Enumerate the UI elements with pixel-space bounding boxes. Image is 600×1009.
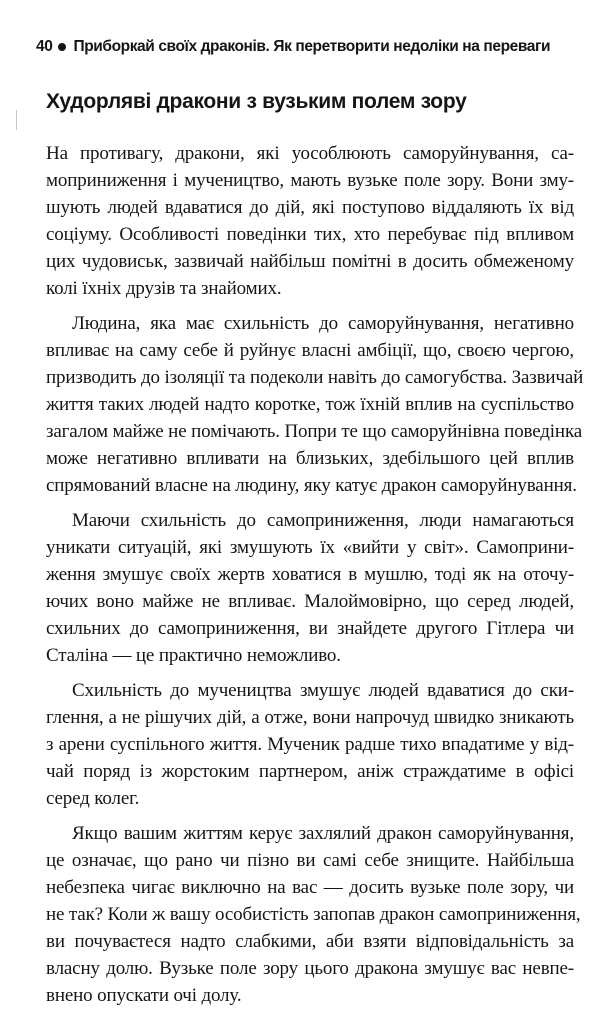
paragraph-line: серед колег. xyxy=(46,788,140,809)
paragraph-line: впливає на саму себе й руйнує власні амбіції, що, своєю чергою, xyxy=(46,340,574,361)
paragraph-line: шують людей вдаватися до дій, які поступово віддаляють їх від xyxy=(46,197,574,218)
body-text xyxy=(46,140,584,1009)
paragraph-line: загалом майже не помічають. Попри те що саморуйнівна поведінка xyxy=(46,421,583,442)
paragraph-line: моприниження і мучеництво, мають вузьке поле зору. Вони зму- xyxy=(46,170,574,191)
paragraph-line: Якщо вашим життям керує захлялий дракон саморуйнування, xyxy=(72,823,574,844)
paragraph-line: схильних до самоприниження, ви знайдете другого Гітлера чи xyxy=(46,618,574,639)
paragraph-line: Людина, яка має схильність до саморуйнування, негативно xyxy=(72,313,574,334)
section-title: Худорляві дракони з вузьким полем зору xyxy=(46,90,467,113)
paragraph-line: власну долю. Вузьке поле зору цього дракона змушує вас невпе- xyxy=(46,958,574,979)
paragraph xyxy=(46,820,581,1009)
paragraph-line: не так? Коли ж вашу особистість запопав дракон самоприниження, xyxy=(46,904,581,925)
paragraph-line: спрямований власне на людину, яку катує дракон саморуйнування. xyxy=(46,475,577,496)
paragraph-line: На противагу, дракони, які уособлюють саморуйнування, са- xyxy=(46,143,574,164)
paragraph-line: небезпека чигає виключно на вас — досить вузьке поле зору, чи xyxy=(46,877,574,898)
paragraph-line: колі їхніх друзів та знайомих. xyxy=(46,278,282,299)
paragraph-line: це означає, що рано чи пізно ви самі себе знищите. Найбільша xyxy=(46,850,574,871)
paragraph-line: ючих воно майже не впливає. Малоймовірно, що серед людей, xyxy=(46,591,574,612)
paragraph-line: цих чудовиськ, зазвичай найбільш помітні в досить обмеженому xyxy=(46,251,574,272)
running-title: Приборкай своїх драконів. Як перетворити недоліки на переваги xyxy=(73,38,551,55)
paragraph-line: Сталіна — це практично неможливо. xyxy=(46,645,341,666)
paragraph-line: соціуму. Особливості поведінки тих, хто перебуває під впливом xyxy=(46,224,574,245)
paragraph-line: Маючи схильність до самоприниження, люди намагаються xyxy=(72,510,574,531)
paragraph-line: Схильність до мучеництва змушує людей вдаватися до ски- xyxy=(72,680,574,701)
paragraph xyxy=(46,140,574,302)
paragraph-line: глення, а не рішучих дій, а отже, вони напрочуд швидко зникають xyxy=(46,707,574,728)
page-edge-mark xyxy=(16,110,17,130)
paragraph xyxy=(46,310,584,499)
paragraph-line: чай поряд із жорстоким партнером, аніж страждатиме в офісі xyxy=(46,761,574,782)
paragraph-line: ження змушує своїх жертв ховатися в мушлю, тоді як на оточу- xyxy=(46,564,574,585)
paragraph xyxy=(46,507,574,669)
paragraph-line: призводить до ізоляції та подеколи навіть до самогубства. Зазвичай xyxy=(46,367,584,388)
header-bullet-icon xyxy=(58,43,66,51)
paragraph-line: життя таких людей надто коротке, тож їхній вплив на суспільство xyxy=(46,394,574,415)
paragraph-line: внено опускати очі долу. xyxy=(46,985,242,1006)
page-number: 40 xyxy=(36,38,53,55)
paragraph-line: уникати ситуацій, які змушують їх «вийти у світ». Самоприни- xyxy=(46,537,574,558)
paragraph-line: з арени суспільного життя. Мученик радше тихо впадатиме у від- xyxy=(46,734,574,755)
paragraph-line: ви почуваєтеся надто слабкими, аби взяти відповідальність за xyxy=(46,931,574,952)
paragraph-gap xyxy=(46,302,574,310)
paragraph-gap xyxy=(46,812,574,820)
running-header xyxy=(36,38,576,56)
paragraph-gap xyxy=(46,499,574,507)
paragraph-line: може негативно впливати на близьких, здебільшого цей вплив xyxy=(46,448,574,469)
paragraph xyxy=(46,677,574,812)
paragraph-gap xyxy=(46,669,574,677)
